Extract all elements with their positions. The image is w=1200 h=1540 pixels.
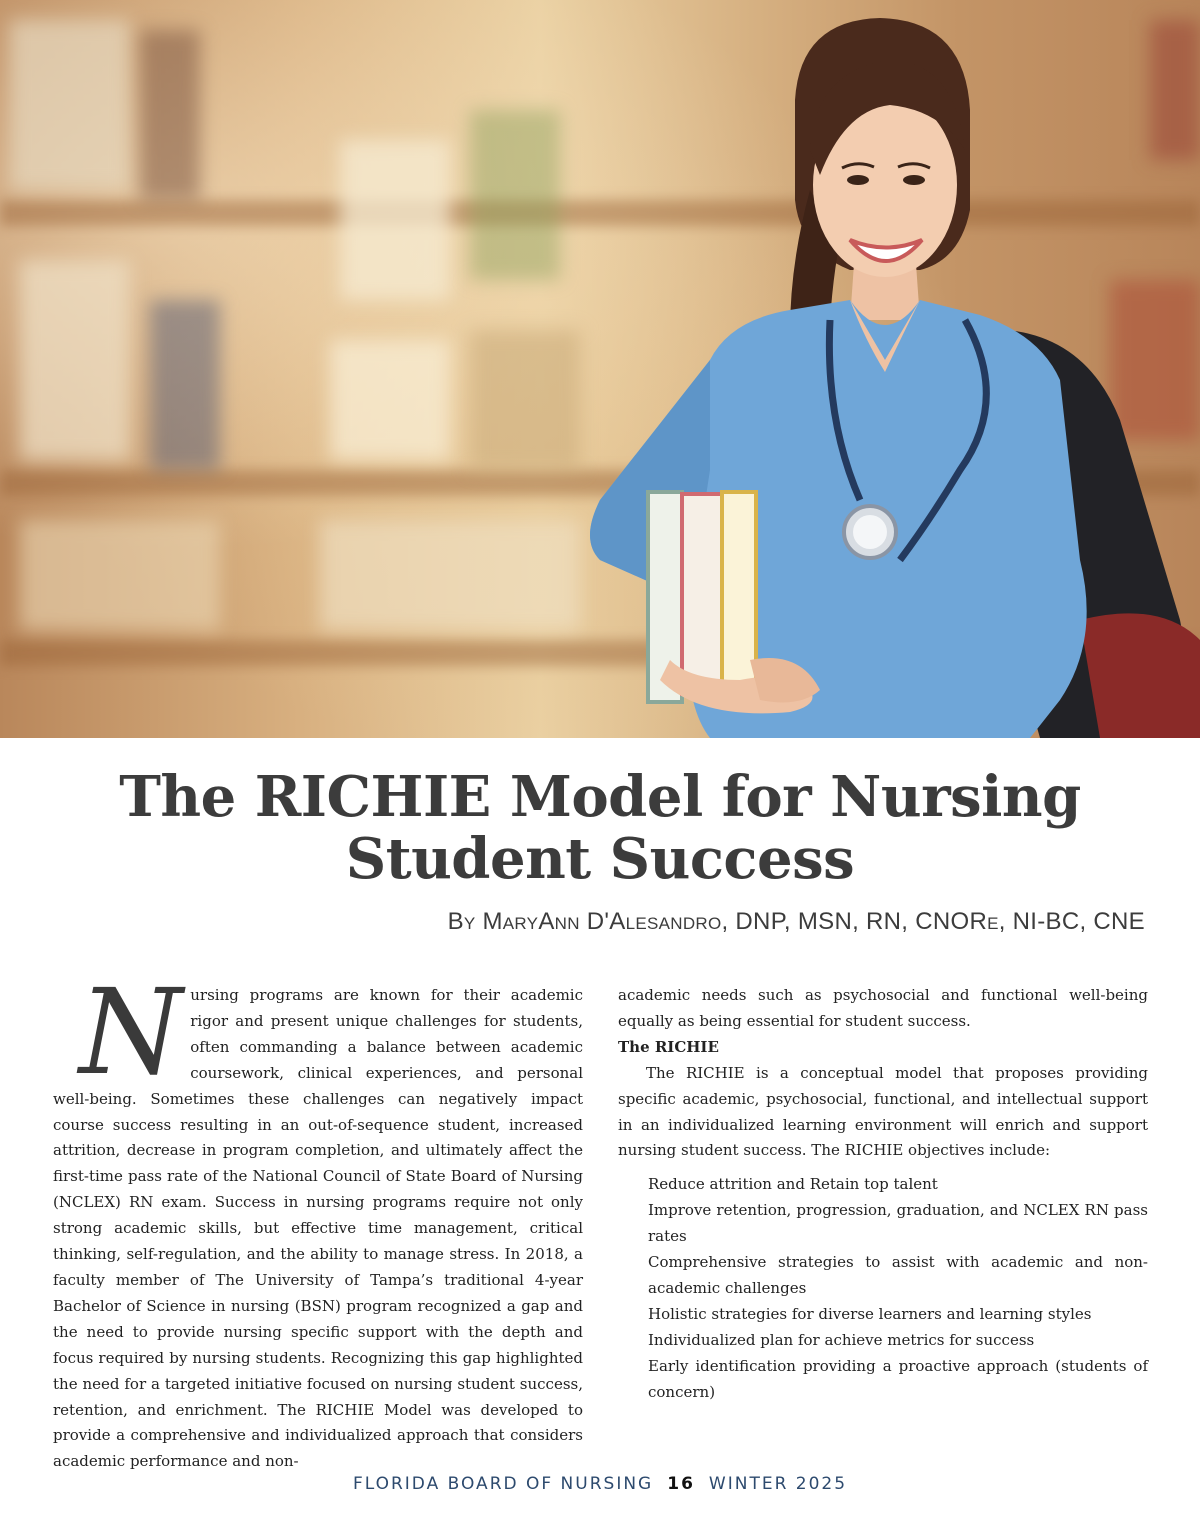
list-item: Early identification providing a proactive approach (students of concern): [648, 1356, 1148, 1401]
issue-label: WINTER 2025: [708, 1474, 848, 1494]
section-heading: The RICHIE: [618, 1037, 719, 1056]
books-blur: [20, 520, 220, 630]
intro-paragraph: ursing programs are known for their academic rigor and present unique challenges for students, often commanding a balance between academic coursework, clinical experiences, and personal well-being. Sometimes these challenges can negatively impact course success resulting in an out-of-sequence student, increased attrition, decrease in program completion, and ultimately affect the first-time pass rate of the National Council of State Board of Nursing (NCLEX) RN exam. Success in nursing programs require not only strong academic skills, but effective time management, critical thinking, self-regulation, and the ability to manage stress. In 2018, a faculty member of The University of Tampa’s traditional 4-year Bachelor of Science in nursing (BSN) program recognized a gap and the need to provide nursing specific support with the depth and focus required by nursing students. Recognizing this gap highlighted the need for a targeted initiative focused on nursing student success, retention, and enrichment. The RICHIE Model was developed to provide a comprehensive and individualized approach that considers academic performance and non-: [53, 986, 583, 1471]
intro-continued: academic needs such as psychosocial and functional well-being equally as being essential for student success.: [618, 986, 1148, 1030]
list-item: Individualized plan for achieve metrics for success: [648, 1330, 1035, 1349]
books-blur: [470, 110, 560, 280]
drop-cap: N: [79, 963, 183, 1101]
books-blur: [340, 140, 450, 300]
books-blur: [320, 520, 580, 630]
books-blur: [10, 20, 130, 190]
section-paragraph: The RICHIE is a conceptual model that proposes providing specific academic, psychosocial, functional, and intellectual support in an individualized learning environment will enrich and support nursing student success. The RICHIE objectives include:: [618, 1063, 1148, 1160]
right-column: [618, 983, 1148, 1406]
books-blur: [150, 300, 220, 470]
books-blur: [140, 30, 200, 200]
page-footer: [0, 1474, 1200, 1494]
list-item: Comprehensive strategies to assist with academic and non-academic challenges: [648, 1253, 1148, 1297]
list-item: Improve retention, progression, graduation, and NCLEX RN pass rates: [648, 1201, 1148, 1246]
books-blur: [20, 260, 130, 460]
left-column: [53, 963, 583, 1475]
nursing-student-image: [560, 0, 1200, 738]
list-item: Reduce attrition and Retain top talent: [648, 1175, 938, 1194]
page-number: 16: [667, 1474, 695, 1494]
title-line-2: Student Success: [345, 826, 855, 892]
hero-photo: [0, 0, 1200, 738]
objectives-list: [618, 1172, 1148, 1405]
list-item: Holistic strategies for diverse learners and learning styles: [648, 1304, 1092, 1323]
author-byline: By MaryAnn D'Alesandro, DNP, MSN, RN, CNORe, NI-BC, CNE: [447, 908, 1145, 935]
books-blur: [330, 340, 450, 460]
title-line-1: The RICHIE Model for Nursing: [119, 764, 1081, 830]
article-title: [60, 766, 1140, 890]
publication-name: FLORIDA BOARD OF NURSING: [352, 1474, 654, 1494]
